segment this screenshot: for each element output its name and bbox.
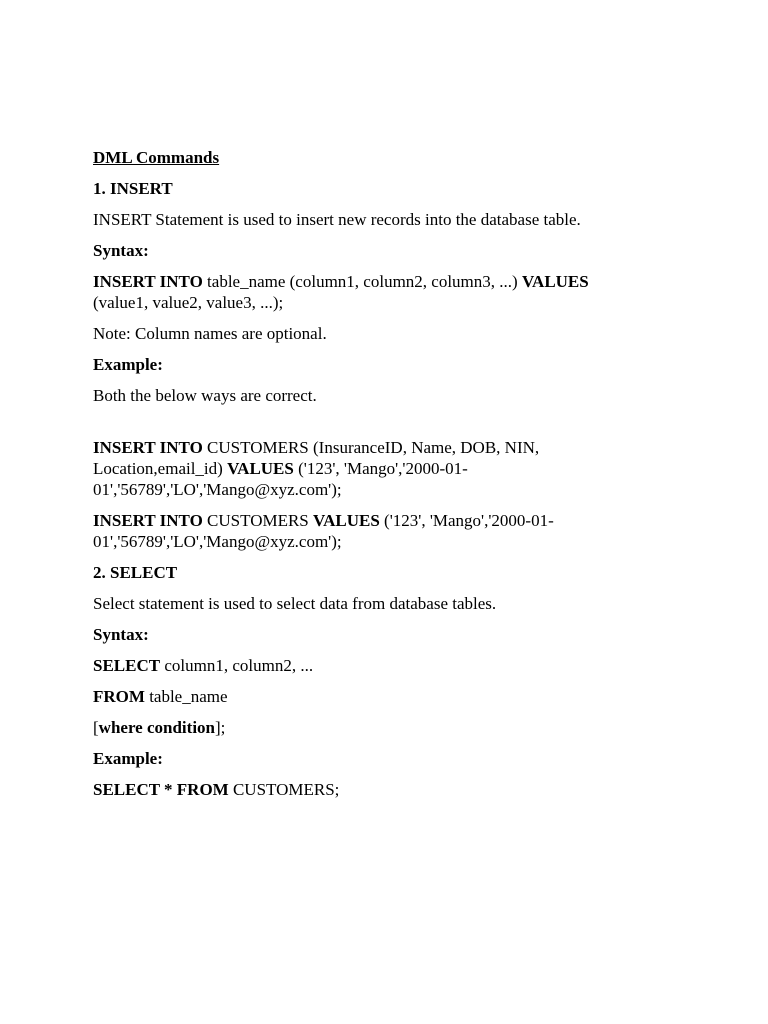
select-syntax-line-1 <box>93 655 633 676</box>
insert-syntax-keyword-values: VALUES <box>521 272 589 291</box>
insert-syntax <box>93 271 633 313</box>
document-title <box>93 147 633 168</box>
example1-keyword-values: VALUES <box>227 459 294 478</box>
select-syntax-line-2 <box>93 686 633 707</box>
insert-syntax-part1: table_name (column1, column2, column3, ...) <box>202 272 522 291</box>
insert-syntax-label: Syntax: <box>93 241 149 260</box>
insert-note: Note: Column names are optional. <box>93 324 327 343</box>
select-keyword: SELECT <box>93 656 161 675</box>
document-content <box>93 147 633 810</box>
insert-example-label: Example: <box>93 355 163 374</box>
select-example-label: Example: <box>93 749 163 768</box>
example2-keyword-values: VALUES <box>313 511 380 530</box>
example2-part1: CUSTOMERS <box>202 511 314 530</box>
blank-line <box>93 416 633 437</box>
example1-part2: ('123', 'Mango','2000-01-01','56789','LO','Mango@xyz.com'); <box>93 459 468 499</box>
where-open-bracket: [ <box>93 718 99 737</box>
example1-keyword-insert-into: INSERT INTO <box>93 438 203 457</box>
insert-example-intro: Both the below ways are correct. <box>93 386 317 405</box>
insert-description: INSERT Statement is used to insert new records into the database table. <box>93 210 581 229</box>
from-keyword: FROM <box>93 687 145 706</box>
example1-part1: CUSTOMERS (InsuranceID, Name, DOB, NIN, Location,email_id) <box>93 438 540 478</box>
insert-heading: 1. INSERT <box>93 179 173 198</box>
select-syntax-line-3 <box>93 717 633 738</box>
insert-syntax-keyword-insert-into: INSERT INTO <box>93 272 203 291</box>
insert-example-1 <box>93 437 633 500</box>
select-example <box>93 779 633 800</box>
insert-syntax-part2: (value1, value2, value3, ...); <box>93 293 284 312</box>
example2-part2: ('123', 'Mango','2000-01-01','56789','LO','Mango@xyz.com'); <box>93 511 554 551</box>
where-condition-keyword: where condition <box>98 718 215 737</box>
select-columns: column1, column2, ... <box>160 656 314 675</box>
select-heading: 2. SELECT <box>93 563 178 582</box>
title-text: DML Commands <box>93 148 220 167</box>
from-table: table_name <box>144 687 228 706</box>
select-description: Select statement is used to select data from database tables. <box>93 594 497 613</box>
select-example-table: CUSTOMERS; <box>228 780 340 799</box>
where-close-bracket: ]; <box>215 718 226 737</box>
select-syntax-label: Syntax: <box>93 625 149 644</box>
insert-example-2 <box>93 510 633 552</box>
example2-keyword-insert-into: INSERT INTO <box>93 511 203 530</box>
select-example-keywords: SELECT * FROM <box>93 780 229 799</box>
